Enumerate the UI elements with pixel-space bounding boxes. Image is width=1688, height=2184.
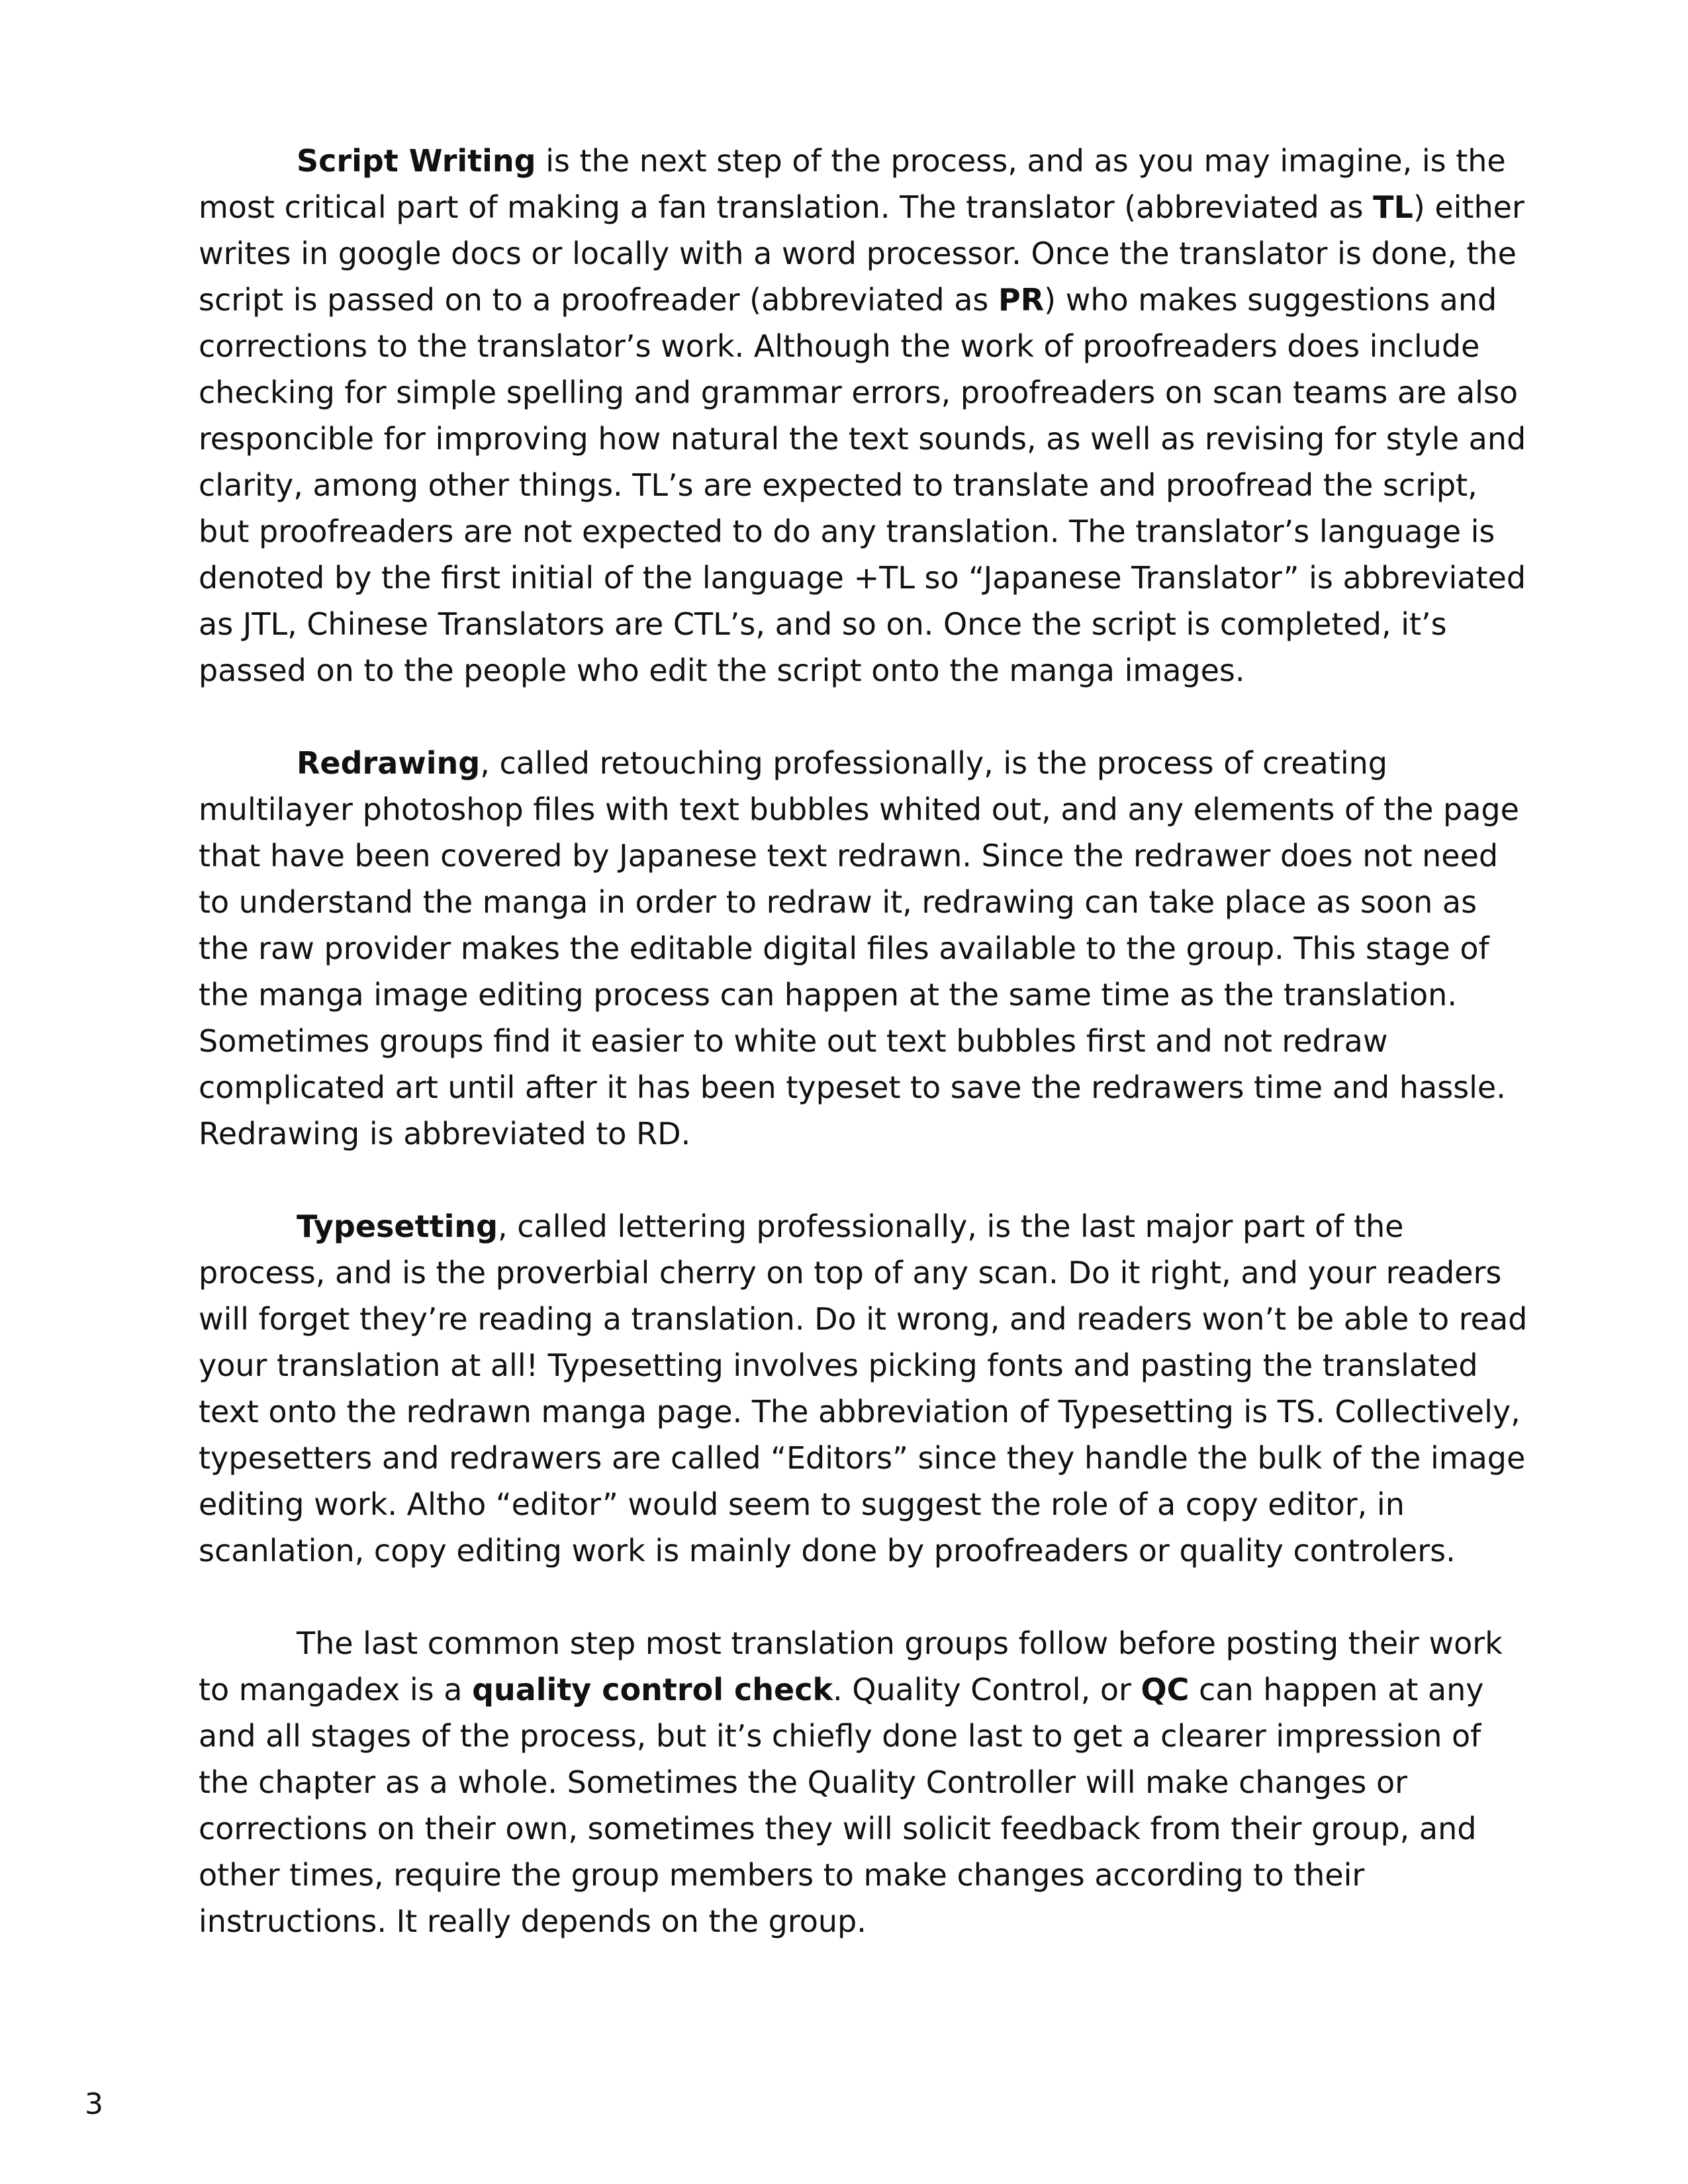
- term-typesetting: Typesetting: [297, 1208, 498, 1244]
- document-body: [199, 138, 1536, 1944]
- text-run: ) who makes suggestions and corrections to the translator’s work. Although the work of proofreaders does include checking for simple spelling and grammar errors, proofreaders on scan teams are also responcible for improving how natural the text sounds, as well as revising for style and clarity, among other things. TL’s are expected to translate and proofread the script, but proofreaders are not expected to do any translation. The translator’s language is denoted by the first initial of the language +TL so “Japanese Translator” is abbreviated as JTL, Chinese Translators are CTL’s, and so on. Once the script is completed, it’s passed on to the people who edit the script onto the manga images.: [199, 282, 1526, 688]
- text-run: is the next step of the process, and as you may imagine, is the most critical part of making a fan translation. The translator (abbreviated as: [199, 143, 1506, 225]
- term-qc: QC: [1141, 1672, 1190, 1707]
- term-quality-control-check: quality control check: [472, 1672, 833, 1707]
- paragraph-redrawing: [199, 740, 1536, 1157]
- term-tl: TL: [1373, 189, 1413, 225]
- term-pr: PR: [998, 282, 1045, 318]
- text-run: The last common step most translation groups follow before posting their work to mangadex is a: [199, 1625, 1503, 1707]
- paragraph-typesetting: [199, 1203, 1536, 1574]
- term-redrawing: Redrawing: [297, 745, 481, 781]
- text-run: can happen at any and all stages of the process, but it’s chiefly done last to get a clearer impression of the chapter as a whole. Sometimes the Quality Controller will make changes or corrections on their own, sometimes they will solicit feedback from their group, and other times, require the group members to make changes according to their instructions. It really depends on the group.: [199, 1672, 1484, 1939]
- term-script-writing: Script Writing: [297, 143, 536, 179]
- paragraph-quality-control: [199, 1620, 1536, 1944]
- text-run: , called lettering professionally, is the last major part of the process, and is the proverbial cherry on top of any scan. Do it right, and your readers will forget they’re reading a translation. Do it wrong, and readers won’t be able to read your translation at all! Typesetting involves picking fonts and pasting the translated text onto the redrawn manga page. The abbreviation of Typesetting is TS. Collectively, typesetters and redrawers are called “Editors” since they handle the bulk of the image editing work. Altho “editor” would seem to suggest the role of a copy editor, in scanlation, copy editing work is mainly done by proofreaders or quality controlers.: [199, 1208, 1528, 1569]
- text-run: . Quality Control, or: [833, 1672, 1141, 1707]
- page-number: 3: [85, 2087, 103, 2121]
- text-run: ) either writes in google docs or locally with a word processor. Once the translator is done, the script is passed on to a proofreader (abbreviated as: [199, 189, 1524, 318]
- paragraph-script-writing: [199, 138, 1536, 694]
- text-run: , called retouching professionally, is the process of creating multilayer photoshop files with text bubbles whited out, and any elements of the page that have been covered by Japanese text redrawn. Since the redrawer does not need to understand the manga in order to redraw it, redrawing can take place as soon as the raw provider makes the editable digital files available to the group. This stage of the manga image editing process can happen at the same time as the translation. Sometimes groups find it easier to white out text bubbles first and not redraw complicated art until after it has been typeset to save the redrawers time and hassle. Redrawing is abbreviated to RD.: [199, 745, 1519, 1152]
